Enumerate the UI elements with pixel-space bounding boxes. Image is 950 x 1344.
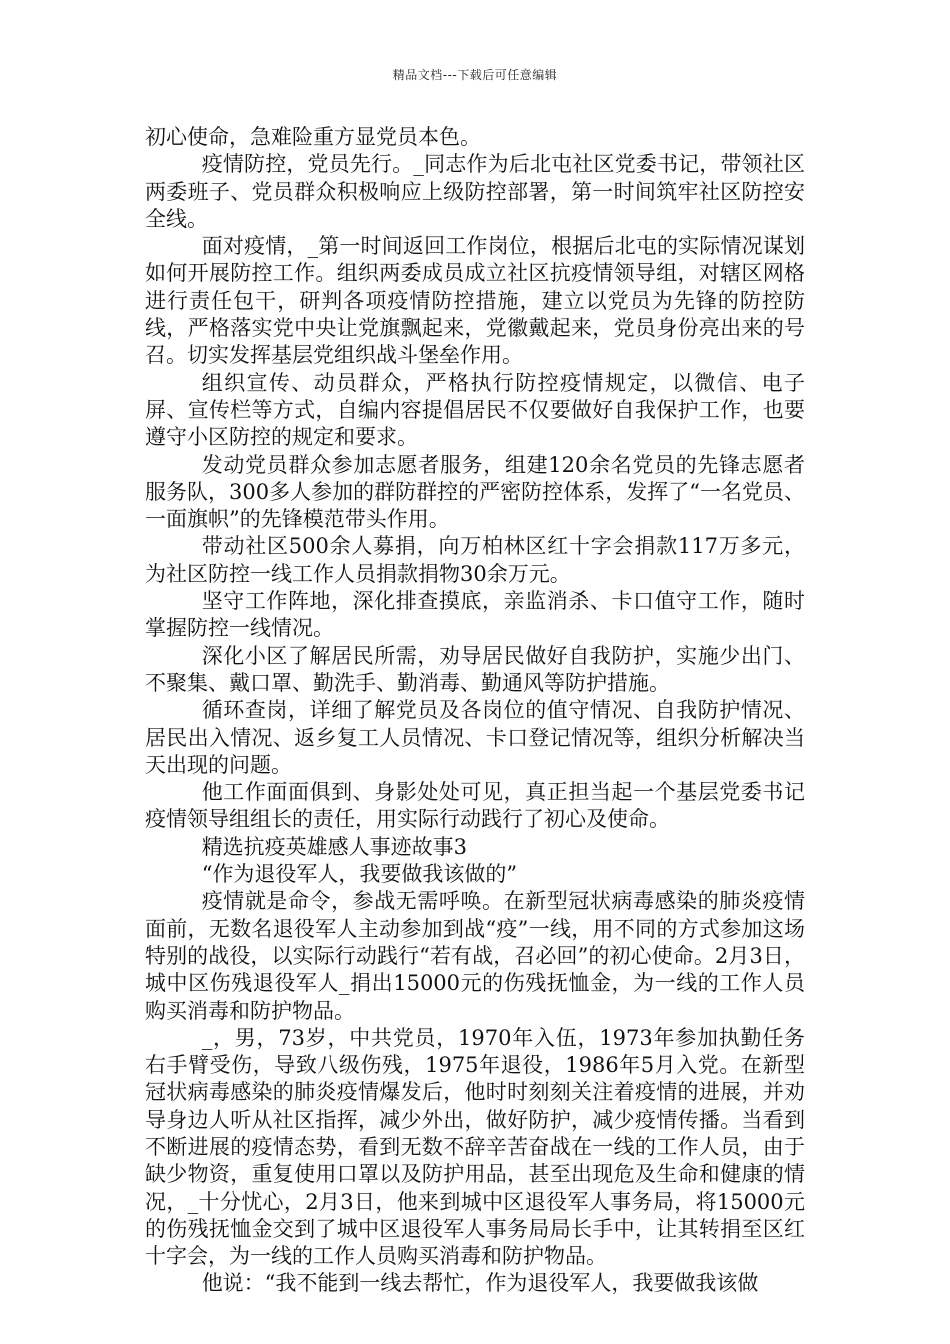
paragraph: 面对疫情，_第一时间返回工作岗位，根据后北屯的实际情况谋划如何开展防控工作。组织两委成员成立社区抗疫情领导组，对辖区网格进行责任包干，研判各项疫情防控措施，建立以党员为先锋的防控防线，严格落实党中央让党旗飘起来，党徽戴起来，党员身份亮出来的号召。切实发挥基层党组织战斗堡垒作用。 — [145, 234, 805, 368]
paragraph: “作为退役军人，我要做我该做的” — [201, 862, 518, 887]
paragraph: 精选抗疫英雄感人事迹故事3 — [201, 834, 468, 859]
paragraph: 循环查岗，详细了解党员及各岗位的值守情况、自我防护情况、居民出入情况、返乡复工人员情况、卡口登记情况等，组织分析解决当天出现的问题。 — [145, 698, 805, 777]
paragraph: 发动党员群众参加志愿者服务，组建120余名党员的先锋志愿者服务队，300多人参加的群防群控的严密防控体系，发挥了“一名党员、一面旗帜”的先锋模范带头作用。 — [145, 452, 805, 532]
paragraph: 深化小区了解居民所需，劝导居民做好自我防护，实施少出门、不聚集、戴口罩、勤洗手、勤消毒、勤通风等防护措施。 — [145, 643, 805, 695]
paragraph: 带动社区500余人募捐，向万柏林区红十字会捐款117万多元，为社区防控一线工作人员捐款捐物30余万元。 — [145, 534, 805, 586]
page-header: 精品文档---下载后可任意编辑 — [392, 68, 558, 82]
paragraph: 疫情防控，党员先行。_同志作为后北屯社区党委书记，带领社区两委班子、党员群众积极响应上级防控部署，第一时间筑牢社区防控安全线。 — [145, 152, 805, 231]
paragraph: 他说：“我不能到一线去帮忙，作为退役军人，我要做我该做 — [201, 1271, 759, 1296]
paragraph: 疫情就是命令，参战无需呼唤。在新型冠状病毒感染的肺炎疫情面前，无数名退役军人主动参加到战“疫”一线，用不同的方式参加这场特别的战役，以实际行动践行“若有战，召必回”的初心使命。2月3日，城中区伤残退役军人_捐出15000元的伤残抚恤金，为一线的工作人员购买消毒和防护物品。 — [145, 889, 805, 1023]
document-body — [145, 124, 805, 1298]
paragraph: 初心使命，急难险重方显党员本色。 — [145, 125, 481, 149]
paragraph: 他工作面面俱到、身影处处可见，真正担当起一个基层党委书记疫情领导组组长的责任，用实际行动践行了初心及使命。 — [145, 780, 805, 832]
paragraph: 组织宣传、动员群众，严格执行防控疫情规定，以微信、电子屏、宣传栏等方式，自编内容提倡居民不仅要做好自我保护工作，也要遵守小区防控的规定和要求。 — [145, 370, 805, 450]
paragraph: _，男，73岁，中共党员，1970年入伍，1973年参加执勤任务右手臂受伤，导致八级伤残，1975年退役，1986年5月入党。在新型冠状病毒感染的肺炎疫情爆发后，他时时刻刻关注着疫情的进展，并劝导身边人听从社区指挥，减少外出，做好防护，减少疫情传播。当看到不断进展的疫情态势，看到无数不辞辛苦奋战在一线的工作人员，由于缺少物资，重复使用口罩以及防护用品，甚至出现危及生命和健康的情况，_十分忧心，2月3日，他来到城中区退役军人事务局，将15000元的伤残抚恤金交到了城中区退役军人事务局局长手中，让其转捐至区红十字会，为一线的工作人员购买消毒和防护物品。 — [145, 1025, 805, 1269]
paragraph: 坚守工作阵地，深化排查摸底，亲监消杀、卡口值守工作，随时掌握防控一线情况。 — [145, 589, 805, 641]
